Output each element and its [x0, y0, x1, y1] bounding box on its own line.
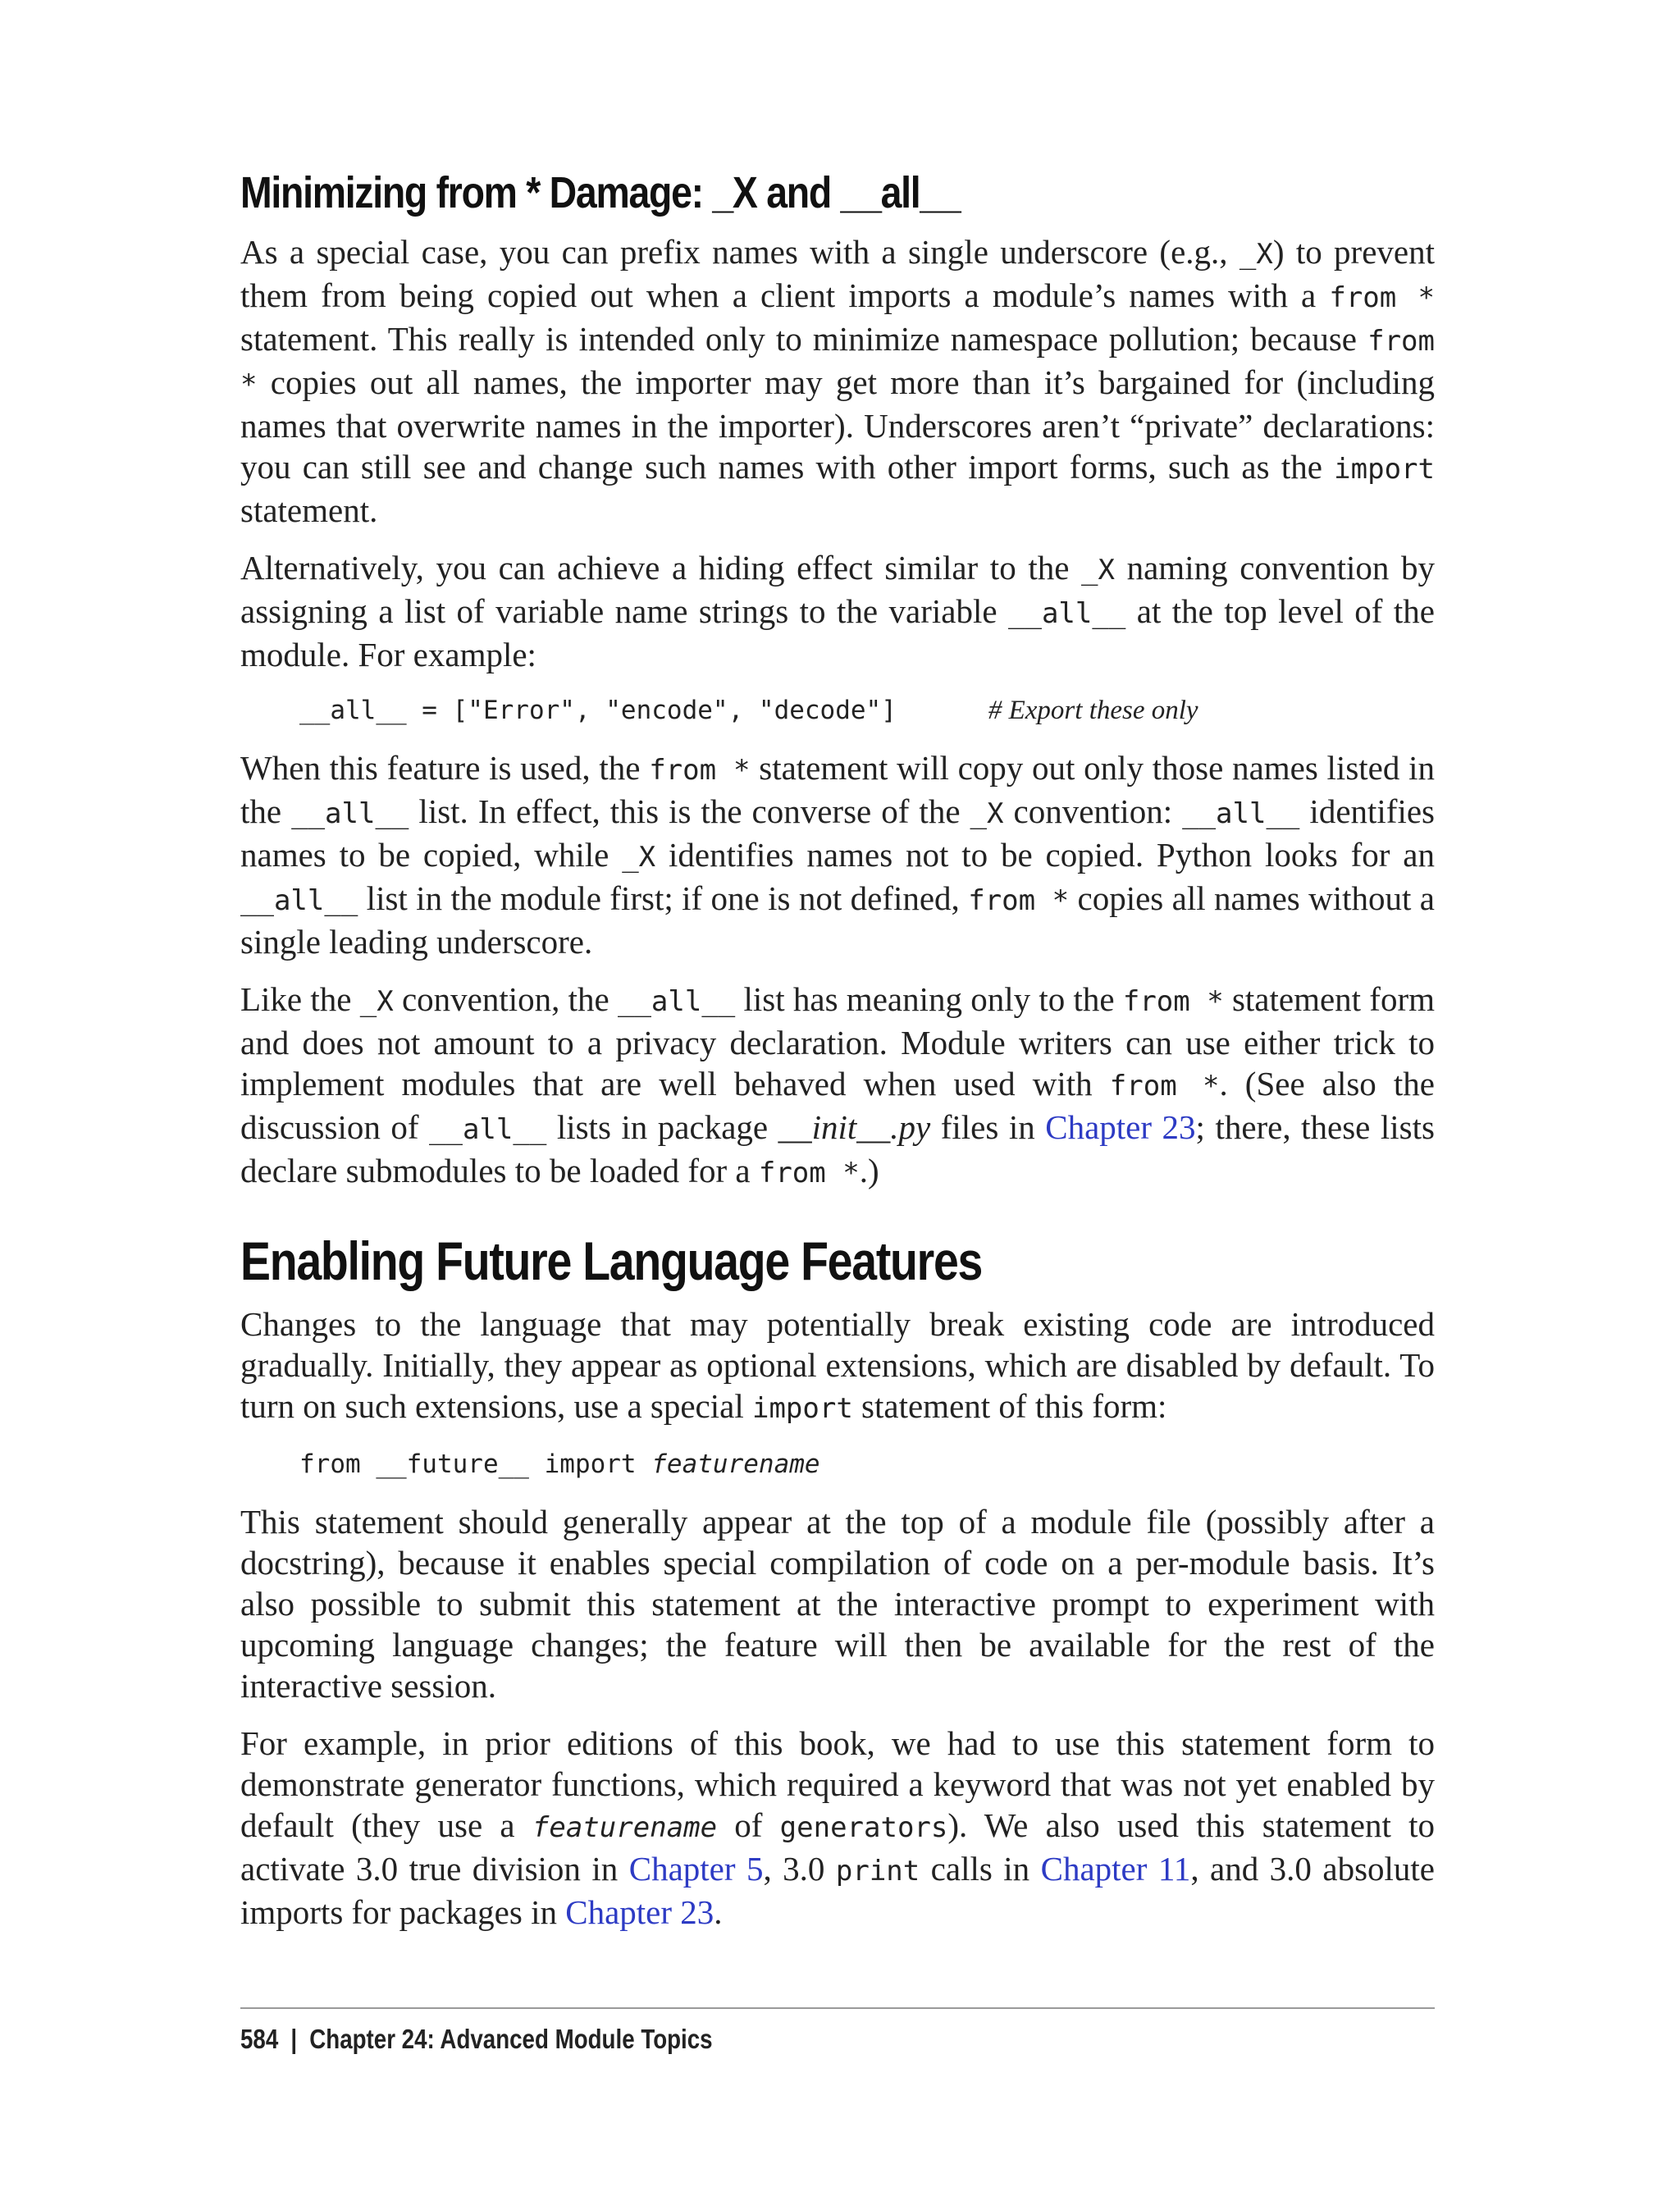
code-example-future: from __future__ import featurename — [299, 1449, 820, 1479]
paragraph-future-intro: Changes to the language that may potentially break existing code are introduced gradually. Initially, they appear as optional extensions, which are disabled by default. To turn on such extensions, use a special import statement of this form: — [240, 1305, 1435, 1425]
link-chapter-11[interactable]: Chapter 11 — [1040, 1850, 1191, 1888]
footer-rule — [240, 2007, 1435, 2009]
paragraph-all-feature: When this feature is used, the from * statement will copy out only those names listed in the __all__ list. In effect, this is the converse of the _X convention: __all__ identifies names to be copied, while _X identifies names not to be copied. Python looks for an __all__ list in the module first; if one is not defined, from * copies all names without a single leading underscore. — [240, 749, 1435, 961]
link-chapter-5[interactable]: Chapter 5 — [628, 1850, 764, 1888]
paragraph-future-placement: This statement should generally appear at the top of a module file (possibly after a docstring), because it enables special compilation of code on a per-module basis. It’s also possible to submit this statement at the interactive prompt to experiment with upcoming language changes; the feature will then be available for the rest of the interactive session. — [240, 1503, 1435, 1705]
paragraph-all-alternative: Alternatively, you can achieve a hiding effect similar to the _X naming convention by assigning a list of variable name strings to the variable __all__ at the top level of the module. For example: — [240, 549, 1435, 673]
section-heading-minimizing: Minimizing from * Damage: _X and __all__ — [240, 168, 961, 217]
code-example-all: __all__ = ["Error", "encode", "decode"] # Export these only — [299, 696, 1198, 725]
paragraph-future-examples: For example, in prior editions of this book, we had to use this statement form to demonstrate generator functions, which required a keyword that was not yet enabled by default (they use a featurename of generators). We also used this statement to activate 3.0 true division in Chapter 5, 3.0 print calls in Chapter 11, and 3.0 absolute imports for packages in Chapter 23. — [240, 1724, 1436, 1931]
link-chapter-23[interactable]: Chapter 23 — [1045, 1108, 1196, 1146]
link-chapter-23-packages[interactable]: Chapter 23 — [565, 1893, 714, 1931]
page-number: 584 — [240, 2024, 279, 2054]
code-comment: # Export these only — [988, 696, 1198, 725]
footer-separator: | — [290, 2024, 298, 2054]
paragraph-privacy: Like the _X convention, the __all__ list has meaning only to the from * statement form and does not amount to a privacy declaration. Module writers can use either trick to implement modules that are well behaved when used with from *. (See also the discussion of __all__ lists in package __init__.py files in Chapter 23; there, these lists declare submodules to be loaded for a from *.) — [240, 980, 1435, 1189]
footer-chapter-title: Chapter 24: Advanced Module Topics — [309, 2024, 713, 2054]
page-footer — [240, 2021, 713, 2057]
section-heading-future: Enabling Future Language Features — [240, 1230, 983, 1291]
paragraph-underscore-prefix: As a special case, you can prefix names with a single underscore (e.g., _X) to prevent them from being copied out when a client imports a module’s names with a from * statement. This really is intended only to minimize namespace pollution; because from * copies out all names, the importer may get more than it’s bargained for (including names that overwrite names in the importer). Underscores aren’t “private” declarations: you can still see and change such names with other import forms, such as the import statement. — [240, 233, 1435, 529]
page-content — [240, 164, 1435, 1949]
